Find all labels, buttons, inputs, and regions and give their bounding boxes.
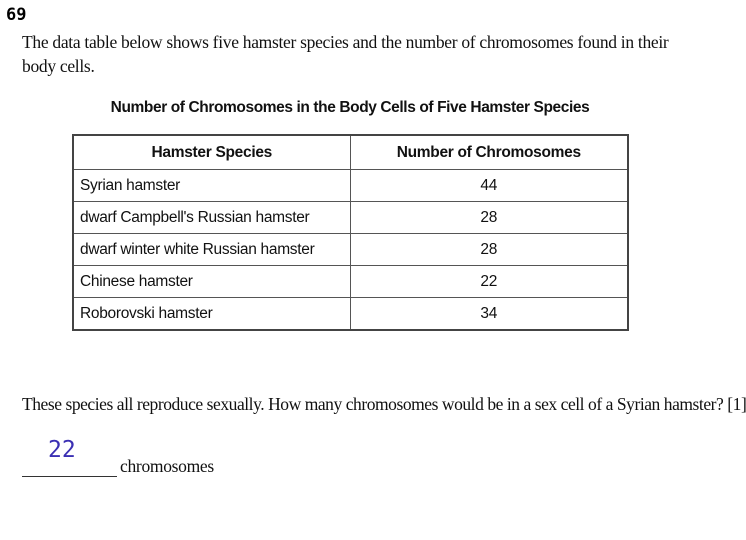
chromosome-count-cell: 22: [350, 266, 628, 298]
chromosome-count-cell: 34: [350, 298, 628, 331]
answer-unit: chromosomes: [120, 456, 214, 476]
question-prompt: These species all reproduce sexually. How many chromosomes would be in a sex cell of a Syrian hamster?: [22, 394, 724, 414]
question-text: [22, 394, 746, 415]
intro-paragraph: The data table below shows five hamster species and the number of chromosomes found in their body cells.: [22, 32, 669, 76]
question-number: 69: [6, 5, 27, 25]
header-chromosomes: Number of Chromosomes: [350, 135, 628, 170]
chromosome-count-cell: 28: [350, 202, 628, 234]
table-row: [73, 170, 628, 202]
table-row: [73, 266, 628, 298]
chromosome-count-cell: 28: [350, 234, 628, 266]
chromosome-table: [72, 134, 629, 331]
header-species: Hamster Species: [73, 135, 350, 170]
table-header-row: [73, 135, 628, 170]
answer-blank-line: [22, 476, 117, 477]
table-row: [73, 298, 628, 331]
handwritten-answer[interactable]: 22: [48, 437, 76, 463]
species-cell: Syrian hamster: [73, 170, 350, 202]
species-cell: Roborovski hamster: [73, 298, 350, 331]
table-title: Number of Chromosomes in the Body Cells of Five Hamster Species: [110, 99, 590, 116]
chromosome-count-cell: 44: [350, 170, 628, 202]
species-cell: dwarf winter white Russian hamster: [73, 234, 350, 266]
species-cell: Chinese hamster: [73, 266, 350, 298]
species-cell: dwarf Campbell's Russian hamster: [73, 202, 350, 234]
credit-mark: [1]: [727, 394, 746, 414]
table-row: [73, 234, 628, 266]
table-row: [73, 202, 628, 234]
